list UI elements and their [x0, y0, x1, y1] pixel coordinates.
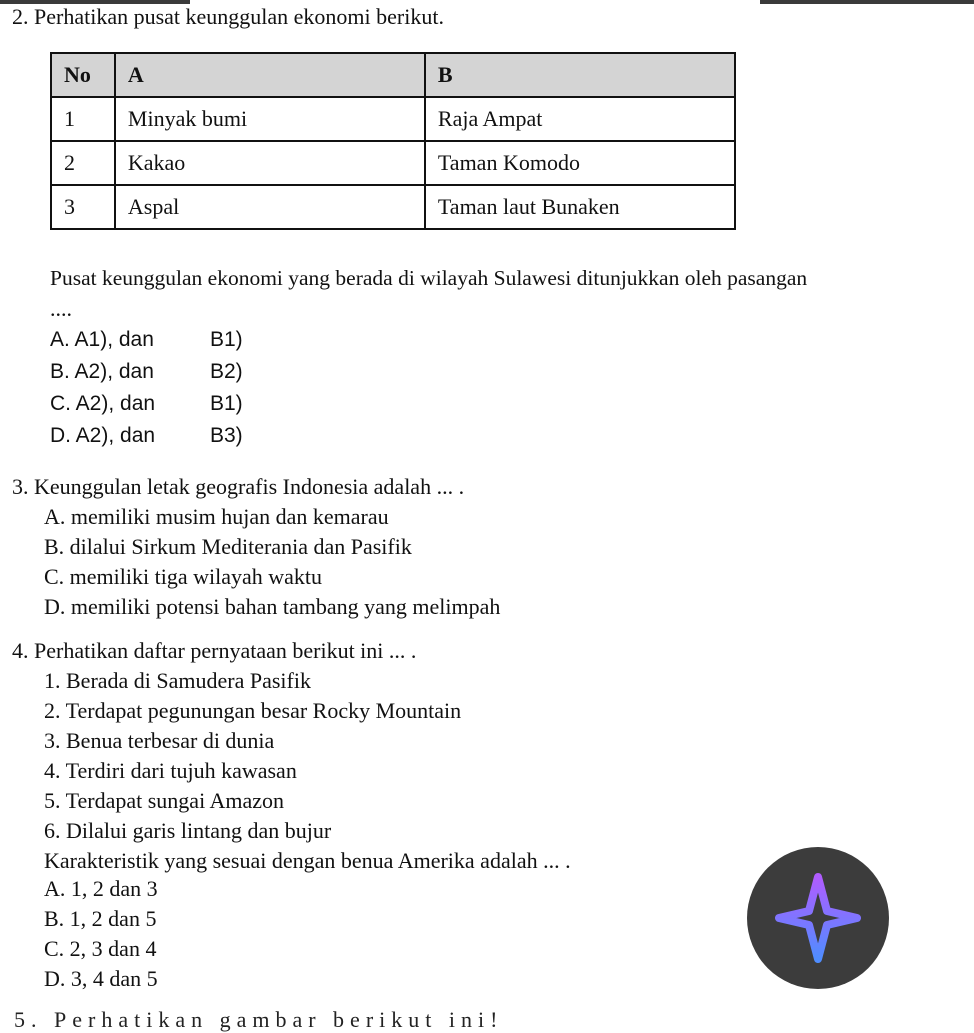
option-2c-right[interactable]: B1) — [210, 392, 243, 415]
option-3a[interactable]: A. memiliki musim hujan dan kemarau — [44, 504, 389, 529]
economy-table — [50, 52, 736, 230]
statement-item: 3. Benua terbesar di dunia — [44, 728, 275, 753]
table-header-row — [51, 53, 735, 97]
statement-item: 4. Terdiri dari tujuh kawasan — [44, 758, 297, 783]
table-cell: 2 — [51, 141, 115, 185]
question-2-title: 2. Perhatikan pusat keunggulan ekonomi berikut. — [12, 4, 444, 29]
table-cell: 3 — [51, 185, 115, 229]
statement-item: 5. Terdapat sungai Amazon — [44, 788, 284, 813]
table-row — [51, 185, 735, 229]
statement-item: 1. Berada di Samudera Pasifik — [44, 668, 311, 693]
question-2-ellipsis: .... — [50, 296, 72, 321]
assistant-button[interactable] — [747, 847, 889, 989]
question-3-title: 3. Keunggulan letak geografis Indonesia adalah ... . — [12, 474, 465, 499]
question-5-partial: 5. Perhatikan gambar berikut ini! — [14, 1007, 504, 1032]
question-2-text: Pusat keunggulan ekonomi yang berada di wilayah Sulawesi ditunjukkan oleh pasangan — [50, 266, 808, 290]
option-2d-left[interactable]: D. A2), dan — [50, 424, 156, 447]
option-2b-right[interactable]: B2) — [210, 360, 243, 383]
option-2d-right[interactable]: B3) — [210, 424, 243, 447]
table-header: A — [115, 53, 425, 97]
table-cell: Taman Komodo — [425, 141, 735, 185]
sparkle-star-icon — [747, 847, 889, 989]
table-header: B — [425, 53, 735, 97]
table-cell: Raja Ampat — [425, 97, 735, 141]
table-row — [51, 141, 735, 185]
option-2b-left[interactable]: B. A2), dan — [50, 360, 154, 383]
option-4b[interactable]: B. 1, 2 dan 5 — [44, 906, 157, 931]
table-header: No — [51, 53, 115, 97]
option-4a[interactable]: A. 1, 2 dan 3 — [44, 876, 158, 901]
statement-item: 2. Terdapat pegunungan besar Rocky Mountain — [44, 698, 462, 723]
option-4c[interactable]: C. 2, 3 dan 4 — [44, 936, 157, 961]
question-4-text: Karakteristik yang sesuai dengan benua Amerika adalah ... . — [44, 848, 571, 873]
table-row — [51, 97, 735, 141]
table-cell: Taman laut Bunaken — [425, 185, 735, 229]
table-cell: Kakao — [115, 141, 425, 185]
option-2a-right[interactable]: B1) — [210, 328, 243, 351]
option-4d[interactable]: D. 3, 4 dan 5 — [44, 966, 158, 991]
option-3d[interactable]: D. memiliki potensi bahan tambang yang melimpah — [44, 594, 501, 619]
top-rule-right — [760, 0, 974, 4]
option-2c-left[interactable]: C. A2), dan — [50, 392, 156, 415]
option-2a-left[interactable]: A. A1), dan — [50, 328, 154, 351]
table-cell: Aspal — [115, 185, 425, 229]
question-4-title: 4. Perhatikan daftar pernyataan berikut ini ... . — [12, 638, 417, 663]
statement-item: 6. Dilalui garis lintang dan bujur — [44, 818, 332, 843]
table-cell: 1 — [51, 97, 115, 141]
table-cell: Minyak bumi — [115, 97, 425, 141]
option-3c[interactable]: C. memiliki tiga wilayah waktu — [44, 564, 323, 589]
option-3b[interactable]: B. dilalui Sirkum Mediterania dan Pasifik — [44, 534, 412, 559]
